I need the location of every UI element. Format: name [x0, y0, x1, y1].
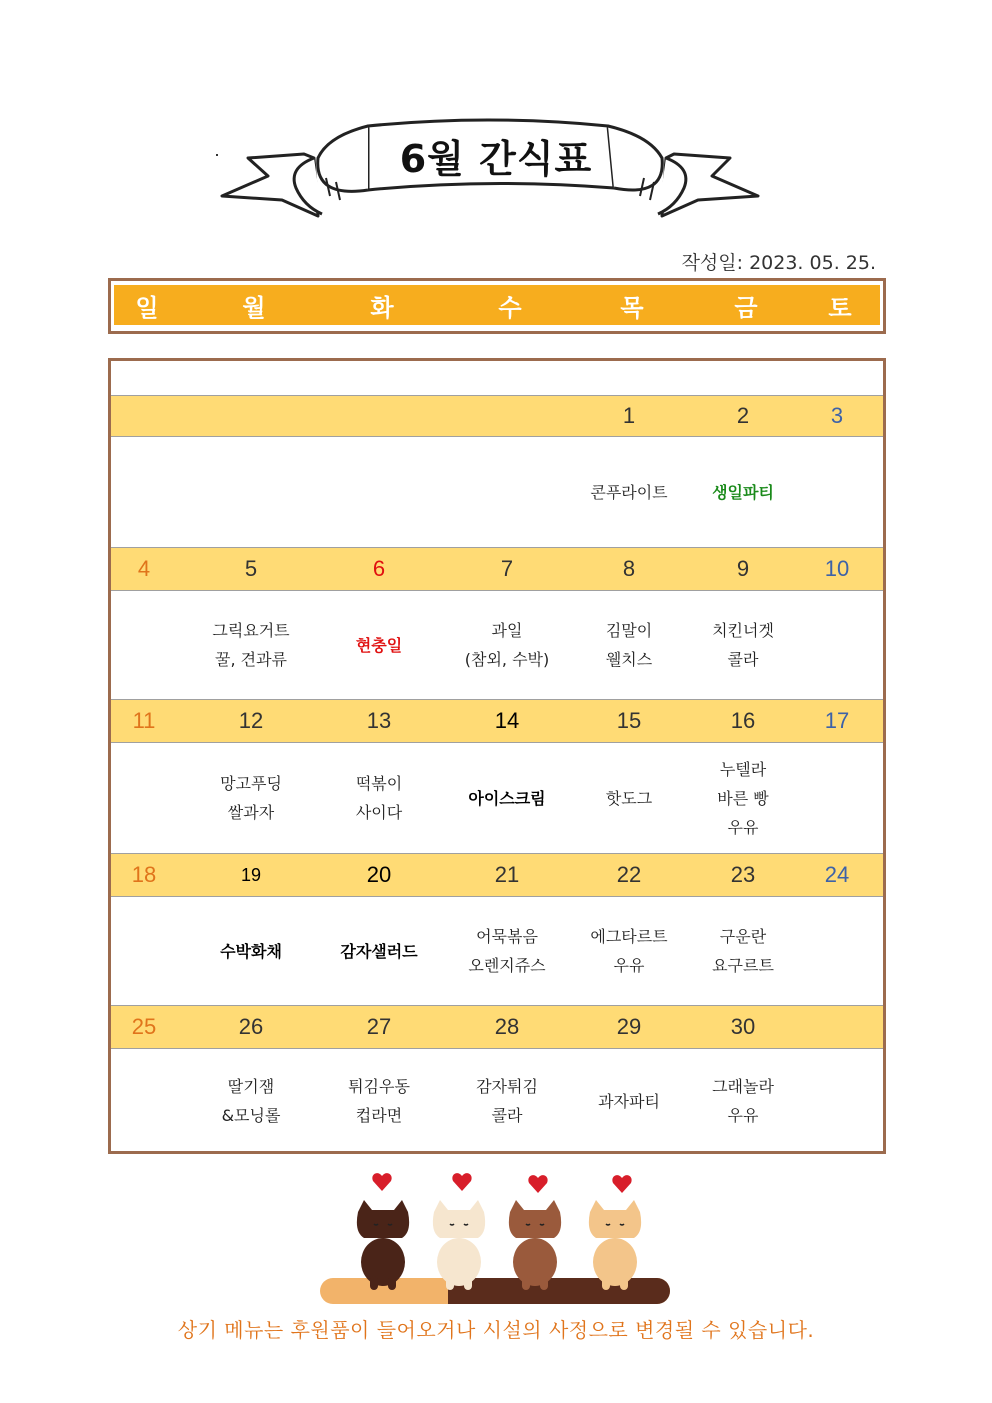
menu-cell: 어묵볶음 오렌지쥬스 [468, 927, 546, 975]
menu-cell: 딸기잼 &모닝롤 [221, 1077, 281, 1125]
menu-row-week-4 [111, 897, 883, 1005]
date-cell: 30 [730, 1014, 756, 1039]
date-row-week-5 [111, 1005, 883, 1049]
date-cell: 20 [366, 862, 392, 887]
date-cell: 29 [616, 1014, 642, 1039]
weekday-wed: 수 [498, 293, 522, 322]
date-cell: 8 [622, 556, 636, 581]
page-title: 6월 간식표 [399, 137, 593, 181]
weekday-mon: 월 [242, 293, 266, 322]
date-cell [111, 396, 177, 436]
date-row-week-4 [111, 853, 883, 897]
weekday-thu: 목 [620, 293, 644, 322]
date-cell: 26 [238, 1014, 264, 1039]
weekday-sat: 토 [828, 293, 852, 322]
date-cell: 16 [730, 708, 756, 733]
date-cell: 11 [132, 708, 156, 733]
menu-cell: 떡볶이 사이다 [355, 774, 403, 822]
menu-cell: 누텔라 바른 빵 우유 [717, 759, 769, 837]
date-cell: 21 [494, 862, 520, 887]
menu-cell: 과자파티 [598, 1091, 660, 1111]
weekday-fri: 금 [734, 293, 758, 322]
weekday-sun: 일 [135, 293, 159, 322]
menu-row-week-1 [111, 437, 883, 547]
weekday-header [108, 278, 886, 334]
menu-cell: 콘푸라이트 [590, 482, 668, 502]
date-cell: 10 [824, 556, 850, 581]
date-row-week-3 [111, 699, 883, 743]
date-cell: 14 [494, 708, 520, 733]
menu-cell: 김말이 웰치스 [605, 621, 653, 669]
date-cell: 23 [730, 862, 756, 887]
menu-cell: 망고푸딩 쌀과자 [220, 774, 282, 822]
date-cell: 1 [622, 403, 636, 428]
menu-cell: 구운란 요구르트 [712, 927, 774, 975]
date-cell: 12 [238, 708, 264, 733]
calendar-table [108, 358, 886, 1154]
menu-cell: 그래놀라 우유 [712, 1077, 774, 1125]
date-cell: 3 [830, 403, 844, 428]
menu-cell: 감자튀김 콜라 [476, 1077, 538, 1125]
date-cell: 17 [824, 708, 850, 733]
notice-text: 상기 메뉴는 후원품이 들어오거나 시설의 사정으로 변경될 수 있습니다. [177, 1318, 815, 1342]
menu-cell: 감자샐러드 [340, 941, 418, 961]
cats-illustration-icon [318, 1160, 674, 1310]
date-cell: 9 [736, 556, 750, 581]
date-cell: 24 [824, 862, 850, 887]
menu-cell: 튀김우동 컵라면 [348, 1077, 410, 1125]
menu-row-week-5 [111, 1049, 883, 1153]
date-cell: 19 [240, 864, 262, 885]
date-cell [191, 396, 311, 436]
weekday-tue: 화 [370, 293, 394, 322]
date-cell: 15 [616, 708, 642, 733]
date-cell: 13 [366, 708, 392, 733]
menu-cell: 핫도그 [605, 788, 653, 808]
menu-row-week-3 [111, 743, 883, 853]
date-cell: 6 [372, 556, 386, 581]
menu-cell: 치킨너겟 콜라 [712, 621, 774, 669]
date-cell: 27 [366, 1014, 392, 1039]
menu-cell: 아이스크림 [468, 788, 546, 808]
menu-cell: 수박화채 [220, 941, 282, 961]
date-cell: 28 [494, 1014, 520, 1039]
date-cell: 18 [131, 862, 157, 887]
menu-cell: 과일 (참외, 수박) [464, 621, 550, 669]
written-date: 작성일: 2023. 05. 25. [681, 252, 876, 274]
menu-cell: 에그타르트 우유 [590, 927, 668, 975]
date-cell: 2 [736, 403, 750, 428]
date-cell: 22 [616, 862, 642, 887]
date-cell: 25 [131, 1014, 157, 1039]
date-cell [319, 396, 439, 436]
date-cell: 4 [137, 556, 151, 581]
date-cell: 7 [500, 556, 514, 581]
menu-cell: 생일파티 [712, 482, 774, 502]
menu-cell: 그릭요거트 꿀, 견과류 [212, 621, 290, 669]
date-row-week-1 [111, 395, 883, 437]
date-cell: 5 [244, 556, 258, 581]
menu-row-week-2 [111, 591, 883, 699]
date-row-week-2 [111, 547, 883, 591]
date-cell [447, 396, 567, 436]
menu-cell: 현충일 [355, 635, 403, 655]
